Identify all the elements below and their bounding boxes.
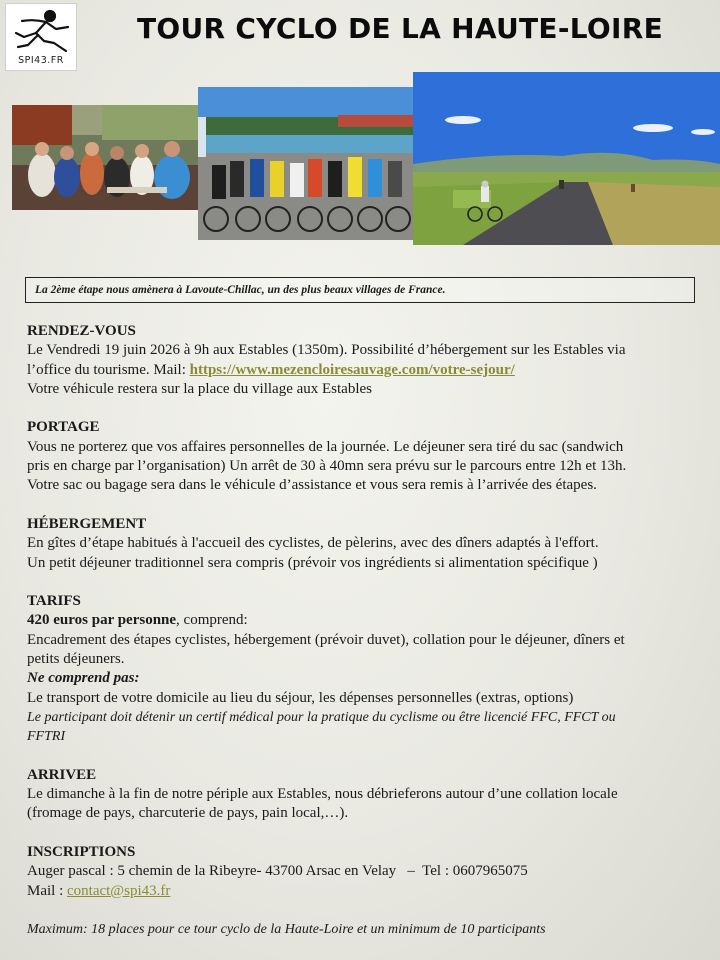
tarifs-price-line [27,611,699,630]
hebergement-line-2: Un petit déjeuner traditionnel sera compris (prévoir vos ingrédients si alimentation spécifique ) [27,554,598,571]
contact-email-link[interactable]: contact@spi43.fr [67,882,171,899]
rendezvous-mail-label: l’office du tourisme. Mail: [27,361,190,378]
tarifs-note-1: Le participant doit détenir un certif médical pour la pratique du cyclisme ou être licencié FFC, FFCT ou [27,709,616,725]
tourism-office-link[interactable]: https://www.mezencloiresauvage.com/votre-sejour/ [189,361,515,378]
section-inscriptions [27,843,699,901]
rendezvous-line-2 [27,361,699,380]
price: 420 euros par personne [27,612,177,629]
excluded-title: Ne comprend pas: [27,670,140,687]
logo [5,3,77,71]
mail-label: Mail : [27,882,67,899]
price-suffix: , comprend: [176,612,248,629]
tarifs-line-3: Le transport de votre domicile au lieu du séjour, les dépenses personnelles (extras, options) [27,689,574,706]
main-content [27,322,699,940]
group-terrace-photo [12,105,198,210]
section-title-hebergement: HÉBERGEMENT [27,515,147,532]
rendezvous-line-1: Le Vendredi 19 juin 2026 à 9h aux Estables (1350m). Possibilité d’hébergement sur les Estables via [27,342,626,359]
runner-icon [10,7,74,55]
footer-note: Maximum: 18 places pour ce tour cyclo de la Haute-Loire et un minimum de 10 participants [27,922,546,938]
section-rendezvous [27,322,699,399]
portage-line-3: Votre sac ou bagage sera dans le véhicule d’assistance et vous sera remis à l’arrivée des étapes. [27,477,597,494]
tarifs-line-2: petits déjeuners. [27,651,125,668]
section-portage [27,418,699,495]
section-arrivee [27,766,699,824]
portage-line-1: Vous ne porterez que vos affaires personnelles de la journée. Le déjeuner sera tiré du sac (sandwich [27,438,624,455]
tarifs-line-1: Encadrement des étapes cyclistes, hébergement (prévoir duvet), collation pour le déjeuner, dîners et [27,631,625,648]
section-title-rendezvous: RENDEZ-VOUS [27,323,136,339]
arrivee-line-1: Le dimanche à la fin de notre périple aux Estables, nous débrieferons autour d’une collation locale [27,786,618,803]
section-title-inscriptions: INSCRIPTIONS [27,844,136,861]
section-hebergement [27,515,699,573]
hebergement-line-1: En gîtes d’étape habitués à l'accueil des cyclistes, de pèlerins, avec des dîners adaptés à l'effort. [27,535,599,552]
section-tarifs [27,592,699,746]
portage-line-2: pris en charge par l’organisation) Un arrêt de 30 à 40mn sera prévu sur le parcours entre 12h et 13h. [27,458,627,475]
page-title: TOUR CYCLO DE LA HAUTE-LOIRE [136,12,664,45]
section-title-portage: PORTAGE [27,419,100,436]
section-title-arrivee: ARRIVEE [27,766,97,783]
rendezvous-line-3: Votre véhicule restera sur la place du village aux Estables [27,380,373,397]
inscriptions-line-1: Auger pascal : 5 chemin de la Ribeyre- 43700 Arsac en Velay – Tel : 0607965075 [27,863,528,880]
intro-box: La 2ème étape nous amènera à Lavoute-Chillac, un des plus beaux villages de France. [25,277,695,303]
cyclists-road-landscape-photo [413,72,720,245]
section-title-tarifs: TARIFS [27,593,81,610]
inscriptions-mail-line [27,882,699,901]
tarifs-note-2: FFTRI [27,729,66,745]
logo-text: SPI43.FR [18,55,64,66]
arrivee-line-2: (fromage de pays, charcuterie de pays, pain local,…). [27,805,349,822]
cyclists-group-lake-photo [198,87,413,240]
